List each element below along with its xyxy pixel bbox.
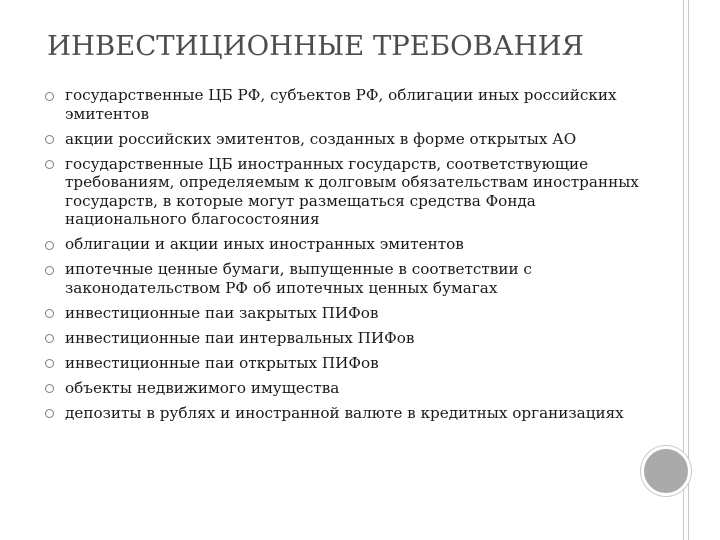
bullet-icon — [45, 359, 54, 368]
bullet-icon — [45, 334, 54, 343]
requirements-list — [0, 86, 640, 429]
gray-circle-icon — [641, 446, 691, 496]
list-item — [0, 354, 640, 373]
list-item-text: государственные ЦБ иностранных государств, соответствующие требованиям, определяемым к долговым обязательствам иностранных государств, в которые могут размещаться средства Фонда национального благосостояния — [65, 154, 639, 229]
list-item — [0, 379, 640, 398]
list-item — [0, 260, 640, 297]
list-item-text: акции российских эмитентов, созданных в форме открытых АО — [65, 129, 577, 148]
list-item-text: облигации и акции иных иностранных эмитентов — [65, 235, 464, 254]
list-item — [0, 404, 640, 423]
list-item-text: ипотечные ценные бумаги, выпущенные в соответствии с законодательством РФ об ипотечных ценных бумагах — [65, 260, 532, 297]
list-item — [0, 155, 640, 229]
bullet-icon — [45, 241, 54, 250]
list-item-text: депозиты в рублях и иностранной валюте в кредитных организациях — [65, 403, 624, 422]
list-item — [0, 235, 640, 254]
list-item — [0, 130, 640, 149]
bullet-icon — [45, 409, 54, 418]
list-item — [0, 304, 640, 323]
bullet-icon — [45, 92, 54, 101]
bullet-icon — [45, 309, 54, 318]
list-item-text: государственные ЦБ РФ, субъектов РФ, облигации иных российских эмитентов — [65, 86, 617, 123]
list-item-text: объекты недвижимого имущества — [65, 378, 340, 397]
list-item-text: инвестиционные паи интервальных ПИФов — [65, 328, 415, 347]
bullet-icon — [45, 266, 54, 275]
list-item — [0, 329, 640, 348]
list-item — [0, 86, 640, 123]
bullet-icon — [45, 160, 54, 169]
list-item-text: инвестиционные паи закрытых ПИФов — [65, 303, 379, 322]
list-item-text: инвестиционные паи открытых ПИФов — [65, 353, 379, 372]
bullet-icon — [45, 135, 54, 144]
bullet-icon — [45, 384, 54, 393]
slide-title: ИНВЕСТИЦИОННЫЕ ТРЕБОВАНИЯ — [47, 30, 584, 62]
